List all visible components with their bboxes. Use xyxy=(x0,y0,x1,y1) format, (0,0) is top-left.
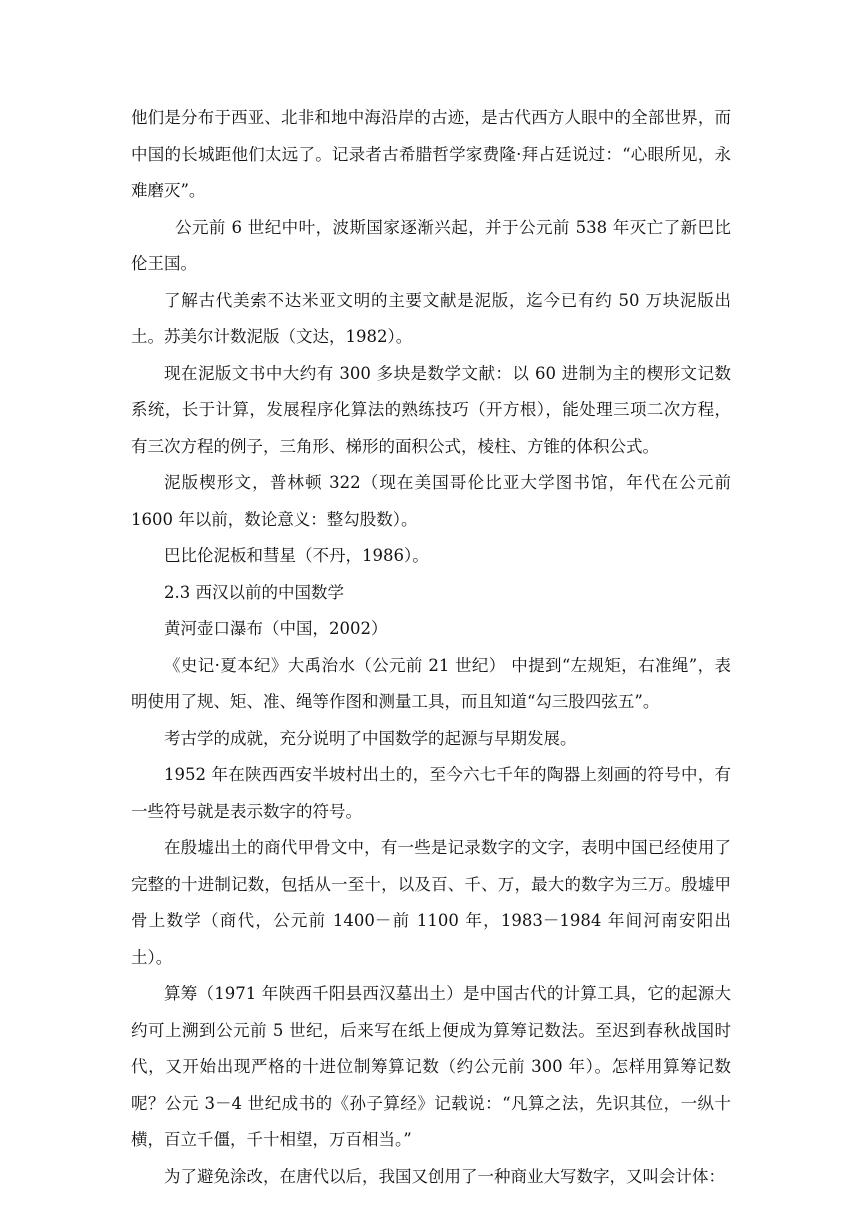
paragraph-clay-tablets: 了解古代美索不达米亚文明的主要文献是泥版，迄今已有约 50 万块泥版出土。苏美尔计数泥版（文达，1982）。 xyxy=(131,290,731,346)
paragraph-math-documents: 现在泥版文书中大约有 300 多块是数学文献：以 60 进制为主的楔形文记数系统，长于计算，发展程序化算法的熟练技巧（开方根），能处理三项二次方程，有三次方程的例子，三角形、梯形的面积公式，棱柱、方锥的体积公式。 xyxy=(131,363,731,456)
body-text xyxy=(131,100,731,1195)
paragraph-plimpton: 泥版楔形文，普林顿 322（现在美国哥伦比亚大学图书馆，年代在公元前 1600 年以前，数论意义：整勾股数）。 xyxy=(131,473,731,529)
paragraph-wonders: 他们是分布于西亚、北非和地中海沿岸的古迹，是古代西方人眼中的全部世界，而中国的长城距他们太远了。记录者古希腊哲学家费隆·拜占廷说过：“心眼所见，永难磨灭”。 xyxy=(131,108,731,200)
paragraph-persia: 公元前 6 世纪中叶，波斯国家逐渐兴起，并于公元前 538 年灭亡了新巴比伦王国。 xyxy=(131,217,731,273)
paragraph-oracle-bones: 在殷墟出土的商代甲骨文中，有一些是记录数字的文字，表明中国已经使用了完整的十进制记数，包括从一至十，以及百、千、万，最大的数字为三万。殷墟甲骨上数学（商代，公元前 1400－前 1100 年，1983－1984 年间河南安阳出土）。 xyxy=(131,838,731,967)
paragraph-shiji: 《史记·夏本纪》大禹治水（公元前 21 世纪） 中提到“左规矩，右准绳”，表明使用了规、矩、准、绳等作图和测量工具，而且知道“勾三股四弦五”。 xyxy=(131,655,731,711)
section-heading: 2.3 西汉以前的中国数学 xyxy=(164,582,344,602)
paragraph-capital-numerals: 为了避免涂改，在唐代以后，我国又创用了一种商业大写数字，又叫会计体： xyxy=(164,1166,725,1186)
paragraph-counting-rods: 算筹（1971 年陕西千阳县西汉墓出土）是中国古代的计算工具，它的起源大约可上溯到公元前 5 世纪，后来写在纸上便成为算筹记数法。至迟到春秋战国时代，又开始出现严格的十进位制筹算记数（约公元前 300 年）。怎样用算筹记数呢？公元 3－4 世纪成书的《孙子算经》记载说：“凡算之法，先识其位，一纵十横，百立千僵，千十相望，万百相当。” xyxy=(131,984,731,1149)
paragraph-banpo: 1952 年在陕西西安半坡村出土的，至今六七千年的陶器上刻画的符号中，有一些符号就是表示数字的符号。 xyxy=(131,765,731,821)
paragraph-babylon-comet: 巴比伦泥板和彗星（不丹，1986）。 xyxy=(164,546,429,565)
paragraph-hukou-falls: 黄河壶口瀑布（中国，2002） xyxy=(164,619,388,638)
paragraph-archaeology: 考古学的成就，充分说明了中国数学的起源与早期发展。 xyxy=(164,728,577,748)
